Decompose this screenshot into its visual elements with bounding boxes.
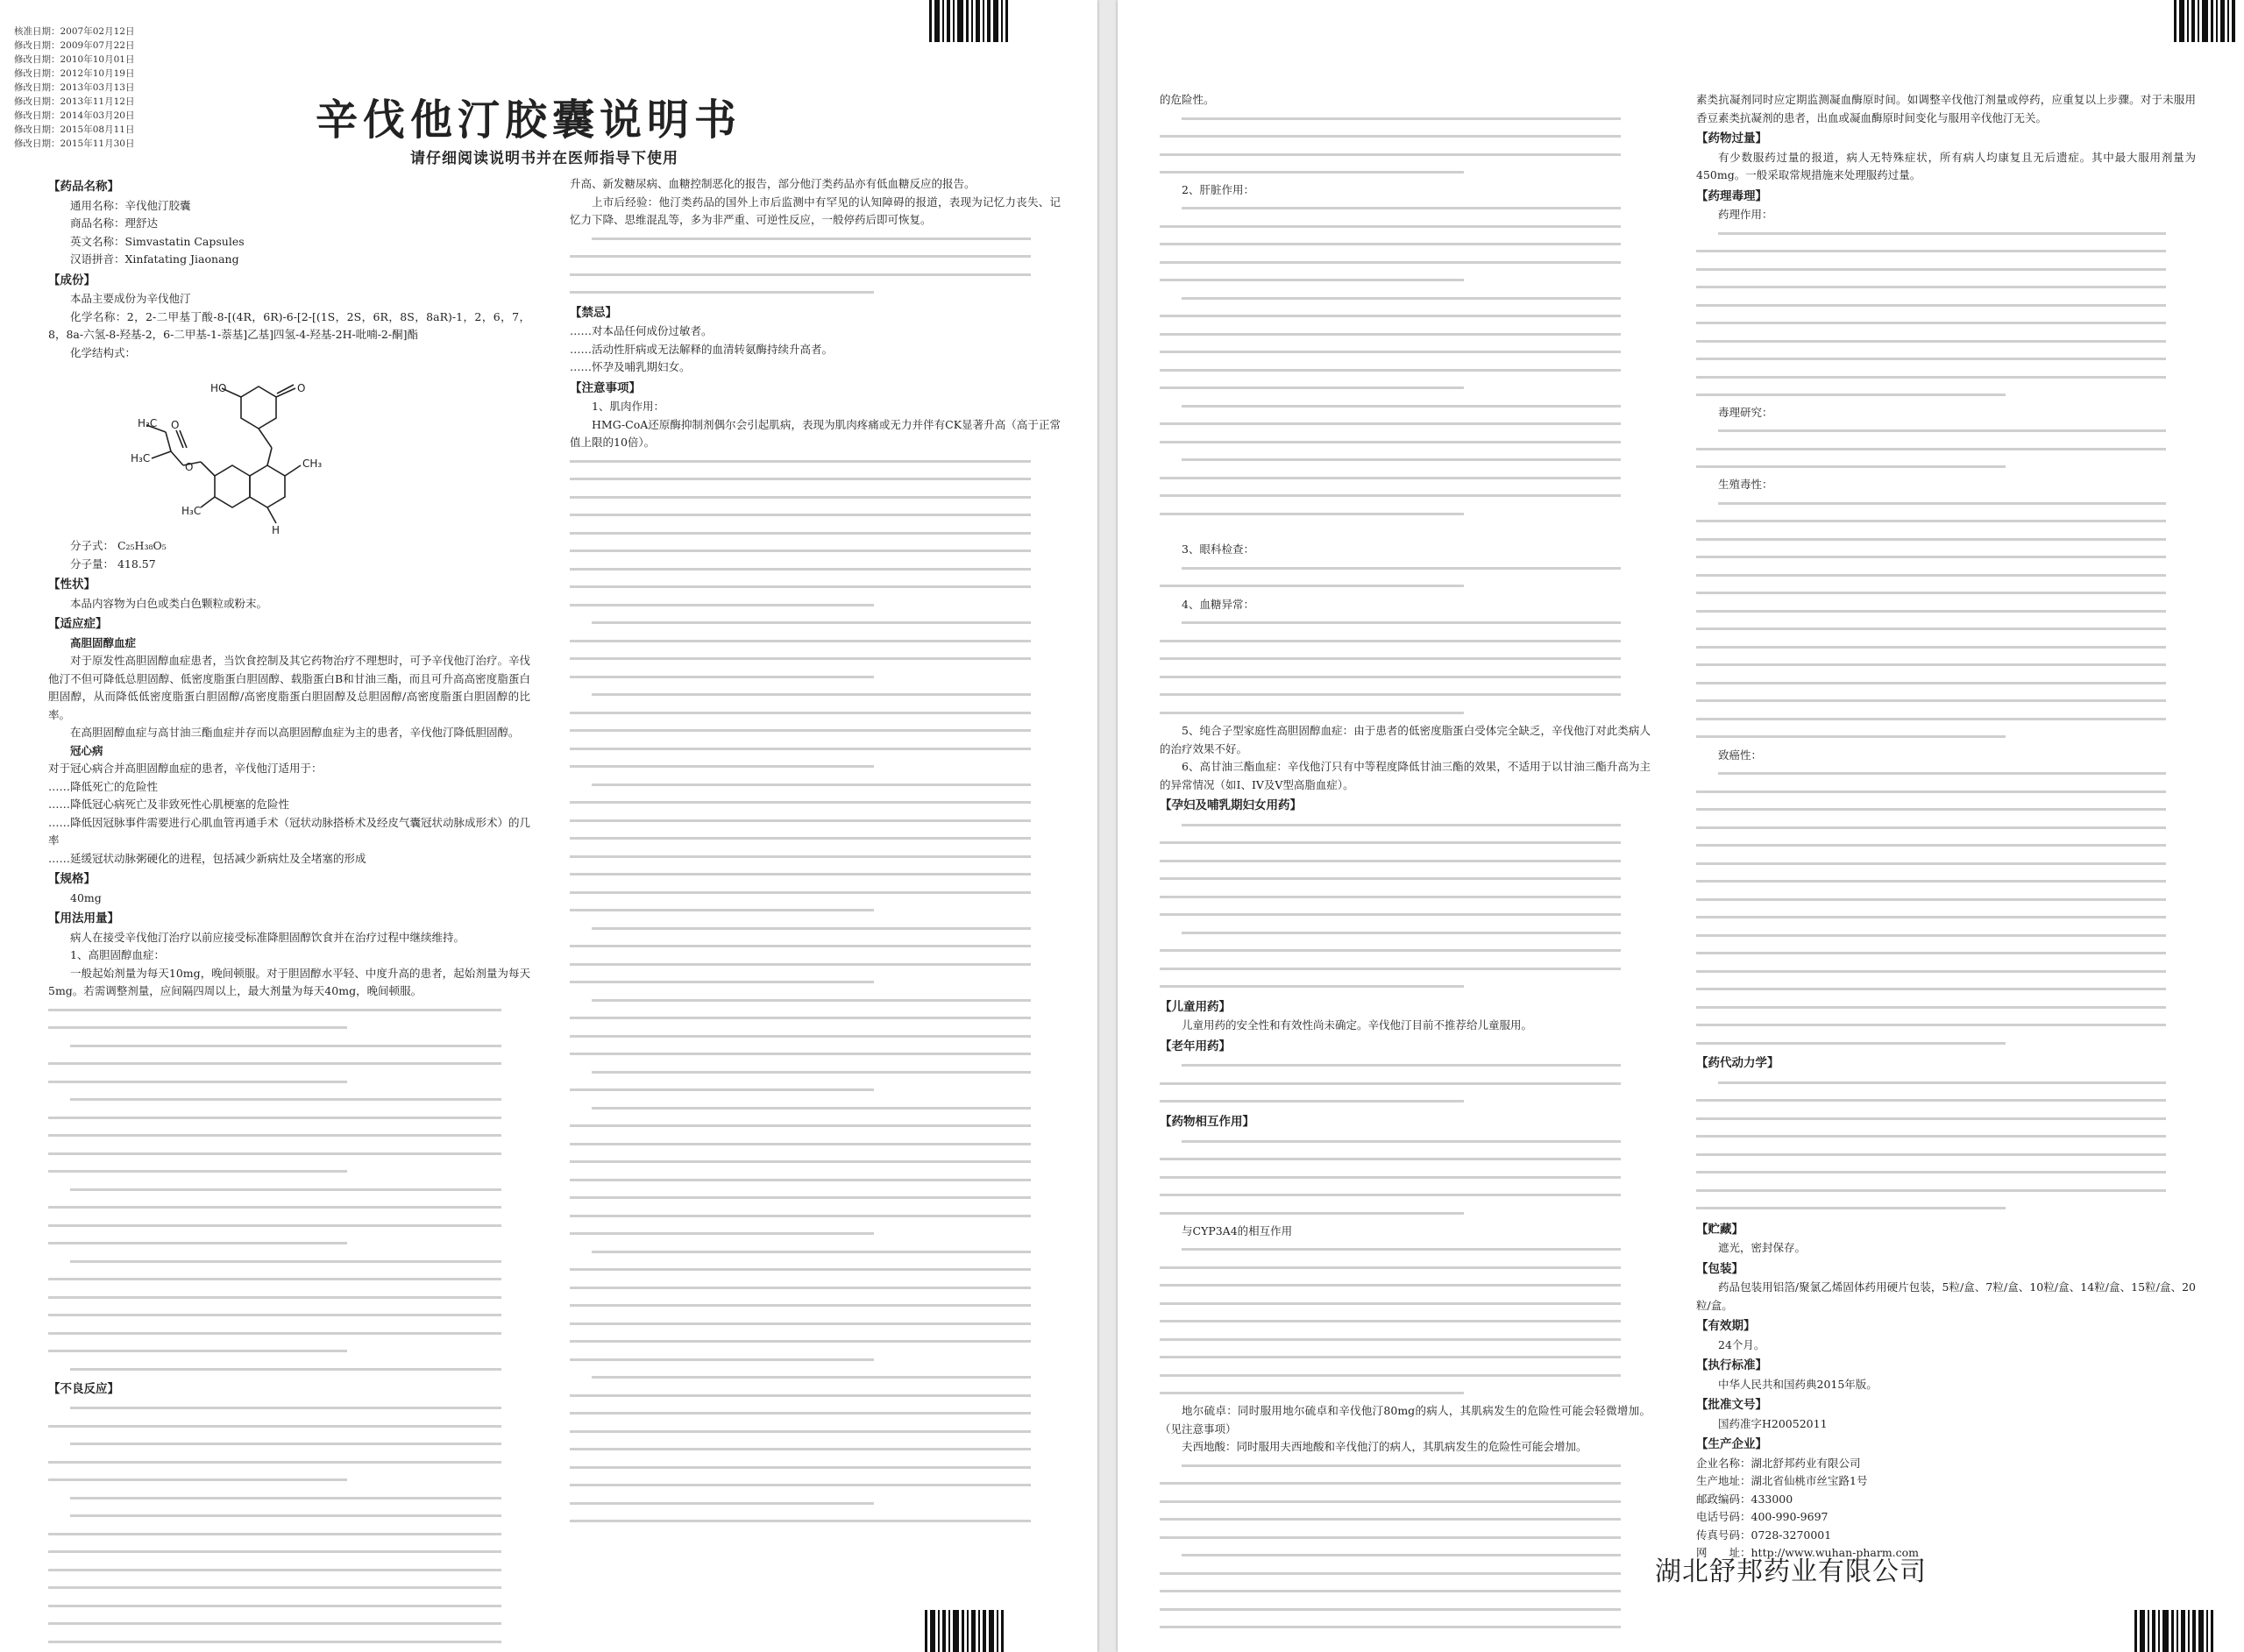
package-text: 药品包装用铝箔/聚氯乙烯固体药用硬片包装，5粒/盒、7粒/盒、10粒/盒、14粒/盒、15粒/盒、20粒/盒。 <box>1696 1280 2196 1312</box>
right-column-1 <box>1160 91 1651 1636</box>
manufacturer-name: 企业名称：湖北舒邦药业有限公司 <box>1696 1456 1861 1470</box>
precaution-paragraph: HMG-CoA还原酶抑制剂偶尔会引起肌病，表现为肌肉疼痛或无力并伴有CK显著升高（高于正常值上限的10倍）。 <box>570 417 1061 449</box>
pharmacology-action-text <box>1696 224 2196 404</box>
main-ingredient: 本品主要成份为辛伐他汀 <box>70 292 191 305</box>
pinyin-name: 汉语拼音：Xinfatating Jiaonang <box>70 252 239 266</box>
dosage-item-heading: 1、高胆固醇血症： <box>70 948 165 961</box>
dosage-intro: 病人在接受辛伐他汀治疗以前应接受标准降胆固醇饮食并在治疗过程中继续维持。 <box>70 930 465 944</box>
indication-subheading-chd: 冠心病 <box>70 743 103 757</box>
left-page <box>0 0 1097 1652</box>
molecular-formula: 分子式： C₂₅H₃₈O₅ <box>70 539 167 552</box>
revision-date: 修改日期：2014年03月20日 <box>14 110 135 121</box>
contraindication-item: ……对本品任何成份过敏者。 <box>570 324 713 337</box>
interaction-subheading-cyp3a4: 与CYP3A4的相互作用 <box>1182 1223 1293 1237</box>
section-heading-standard: 【执行标准】 <box>1696 1358 1767 1372</box>
lab-findings-text <box>570 230 1061 301</box>
section-heading-specification: 【规格】 <box>48 872 96 886</box>
revision-date: 修改日期：2013年11月12日 <box>14 96 135 107</box>
section-heading-pharmacology: 【药理毒理】 <box>1696 188 1767 203</box>
precaution-item-heading: 3、眼科检查： <box>1182 542 1254 556</box>
section-heading-geriatric: 【老年用药】 <box>1160 1039 1231 1053</box>
interaction-diltiazem: 地尔硫卓：同时服用地尔硫卓和辛伐他汀80mg的病人，其肌病发生的危险性可能会轻微增加。（见注意事项） <box>1160 1404 1651 1436</box>
grapefruit-coumarin-text <box>1160 1457 1651 1636</box>
validity-text: 24个月。 <box>1718 1337 1765 1351</box>
chemical-name: 化学名称：2，2-二甲基丁酸-8-[(4R，6R)-6-[2-[(1S，2S，6R，8S，8aR)-1，2，6，7，8，8a-六氢-8-羟基-2，6-二甲基-1-萘基]乙基]四氢-4-羟基-2H-吡喃-2-酮]酯 <box>48 309 530 341</box>
reproductive-toxicity-subheading: 生殖毒性： <box>1718 478 1773 491</box>
indication-subheading-hypercholesterolemia: 高胆固醇血症 <box>70 635 137 649</box>
revision-date: 修改日期：2015年11月30日 <box>14 138 135 149</box>
revision-date: 修改日期：2013年03月13日 <box>14 82 135 93</box>
barcode-top-left <box>929 0 1011 42</box>
column-continued-text: 升高、新发糖尿病、血糖控制恶化的报告，部分他汀类药品亦有低血糖反应的报告。 <box>570 177 976 190</box>
toxicology-subheading: 毒理研究： <box>1718 405 1773 419</box>
left-column-2 <box>570 175 1061 1539</box>
revision-date: 修改日期：2012年10月19日 <box>14 68 135 79</box>
section-heading-overdose: 【药物过量】 <box>1696 131 1767 145</box>
section-heading-contraindications: 【禁忌】 <box>570 305 617 320</box>
overdose-text: 有少数服药过量的报道，病人无特殊症状，所有病人均康复且无后遗症。其中最大服用剂量为450mg。一般采取常规措施来处理服药过量。 <box>1696 150 2196 181</box>
pregnancy-text <box>1160 816 1651 996</box>
trade-name: 商品名称：理舒达 <box>70 216 159 230</box>
section-heading-package: 【包装】 <box>1696 1261 1743 1276</box>
carcinogenicity-text <box>1696 764 2196 1052</box>
manufacturer-website: 网 址：http://www.wuhan-pharm.com <box>1696 1546 1920 1559</box>
approval-number: 国药准字H20052011 <box>1718 1416 1828 1430</box>
structure-label: 化学结构式： <box>70 345 137 359</box>
section-heading-validity: 【有效期】 <box>1696 1319 1756 1333</box>
generic-name: 通用名称：辛伐他汀胶囊 <box>70 198 191 212</box>
precaution-item-6: 6、高甘油三酯血症：辛伐他汀只有中等程度降低甘油三酯的效果，不适用于以甘油三酯升高为主的异常情况（如I、IV及V型高脂血症）。 <box>1160 760 1651 791</box>
revision-date: 修改日期：2015年08月11日 <box>14 124 135 135</box>
pharmacokinetics-text <box>1696 1074 2196 1218</box>
standard-text: 中华人民共和国药典2015年版。 <box>1718 1377 1878 1391</box>
carcinogenicity-subheading: 致癌性： <box>1718 748 1763 762</box>
section-heading-adverse: 【不良反应】 <box>48 1381 119 1396</box>
section-heading-drug-name: 【药品名称】 <box>48 180 119 194</box>
precaution-item-heading: 1、肌肉作用： <box>592 400 664 413</box>
glucose-abnormality-text <box>1160 613 1651 722</box>
geriatric-text <box>1160 1056 1651 1110</box>
document-subtitle: 请仔细阅读说明书并在医师指导下使用 <box>410 150 678 167</box>
postmarketing-text: 上市后经验：他汀类药品的国外上市后监测中有罕见的认知障碍的报道，表现为记忆力丧失、记忆力下降、思维混乱等，多为非严重、可逆性反应，一般停药后即可恢复。 <box>570 195 1061 226</box>
molecular-weight: 分子量： 418.57 <box>70 557 156 571</box>
chemical-structure-diagram <box>127 367 390 534</box>
section-heading-pregnancy: 【孕妇及哺乳期妇女用药】 <box>1160 798 1302 812</box>
section-heading-ingredients: 【成份】 <box>48 273 96 287</box>
svg-text:HO: HO <box>210 382 227 394</box>
pediatric-text: 儿童用药的安全性和有效性尚未确定。辛伐他汀目前不推荐给儿童服用。 <box>1182 1018 1533 1032</box>
adverse-reactions-text <box>48 1399 530 1652</box>
svg-text:H₃C: H₃C <box>131 452 151 464</box>
revision-dates <box>14 25 134 151</box>
svg-text:O: O <box>185 461 194 473</box>
indication-paragraph: 对于原发性高胆固醇血症患者，当饮食控制及其它药物治疗不理想时，可予辛伐他汀治疗。辛伐他汀不但可降低总胆固醇、低密度脂蛋白胆固醇、载脂蛋白B和甘油三酯，而且可升高高密度脂蛋白胆固醇，从而降低低密度脂蛋白胆固醇/高密度脂蛋白胆固醇及总胆固醇/高密度脂蛋白胆固醇的比率。 <box>48 654 531 721</box>
left-column-1 <box>48 175 530 1652</box>
precaution-item-heading: 4、血糖异常： <box>1182 597 1254 611</box>
indication-list-item: ……降低死亡的危险性 <box>48 779 159 793</box>
svg-text:O: O <box>171 419 180 431</box>
manufacturer-zip: 邮政编码：433000 <box>1696 1492 1793 1506</box>
indication-list-item: ……降低冠心病死亡及非致死性心肌梗塞的危险性 <box>48 798 290 811</box>
section-heading-indications: 【适应症】 <box>48 617 108 631</box>
section-heading-interactions: 【药物相互作用】 <box>1160 1115 1254 1129</box>
precaution-item-5: 5、纯合子型家庭性高胆固醇血症：由于患者的低密度脂蛋白受体完全缺乏，辛伐他汀对此类病人的治疗效果不好。 <box>1160 724 1651 755</box>
svg-text:H₃C: H₃C <box>181 505 202 517</box>
reproductive-toxicity-text <box>1696 494 2196 747</box>
revision-date: 修改日期：2009年07月22日 <box>14 40 135 51</box>
storage-text: 遮光，密封保存。 <box>1718 1241 1807 1254</box>
barcode-bottom-left <box>925 1610 1006 1652</box>
precautions-dosage-limit-text <box>1160 110 1651 181</box>
toxicology-text <box>1696 422 2196 476</box>
section-heading-properties: 【性状】 <box>48 578 96 592</box>
right-column-2 <box>1696 91 2196 1563</box>
dosage-item-text: 一般起始剂量为每天10mg，晚间顿服。对于胆固醇水平轻、中度升高的患者，起始剂量为每天5mg。若需调整剂量，应间隔四周以上，最大剂量为每天40mg，晚间顿服。 <box>48 966 530 997</box>
revision-date: 核准日期：2007年02月12日 <box>14 26 135 37</box>
interaction-fusidic-acid: 夫西地酸：同时服用夫西地酸和辛伐他汀的病人，其肌病发生的危险性可能会增加。 <box>1182 1440 1587 1453</box>
svg-text:H: H <box>272 524 280 534</box>
revision-date: 修改日期：2010年10月01日 <box>14 54 135 65</box>
precautions-continued-text <box>570 452 1061 1539</box>
contraindication-item: ……怀孕及哺乳期妇女。 <box>570 360 691 373</box>
section-heading-pharmacokinetics: 【药代动力学】 <box>1696 1056 1779 1070</box>
fibrates-interaction-text <box>1160 1132 1651 1223</box>
indication-paragraph: 对于冠心病合并高胆固醇血症的患者，辛伐他汀适用于： <box>48 762 323 775</box>
manufacturer-fax: 传真号码：0728-3270001 <box>1696 1528 1832 1542</box>
indication-list-item: ……降低因冠脉事件需要进行心肌血管再通手术（冠状动脉搭桥术及经皮气囊冠状动脉成形术）的几率 <box>48 815 531 847</box>
right-page <box>1118 0 2244 1652</box>
column-continued-text: 素类抗凝剂同时应定期监测凝血酶原时间。如调整辛伐他汀剂量或停药，应重复以上步骤。对于未服用香豆素类抗凝剂的患者，出血或凝血酶原时间变化与服用辛伐他汀无关。 <box>1696 93 2196 124</box>
section-heading-precautions: 【注意事项】 <box>570 380 641 395</box>
column-continued-text: 的危险性。 <box>1160 93 1215 106</box>
section-heading-dosage: 【用法用量】 <box>48 911 119 925</box>
eye-exam-text <box>1160 559 1651 596</box>
section-heading-pediatric: 【儿童用药】 <box>1160 999 1231 1014</box>
section-heading-approval: 【批准文号】 <box>1696 1398 1767 1412</box>
section-heading-storage: 【贮藏】 <box>1696 1222 1743 1237</box>
liver-effects-text <box>1160 199 1651 541</box>
specification-text: 40mg <box>70 890 102 904</box>
svg-text:CH₃: CH₃ <box>302 457 323 470</box>
manufacturer-address: 生产地址：湖北省仙桃市丝宝路1号 <box>1696 1474 1868 1487</box>
barcode-top-right <box>2174 0 2238 42</box>
english-name: 英文名称：Simvastatin Capsules <box>70 234 245 248</box>
pharmacology-subheading: 药理作用： <box>1718 208 1773 221</box>
contraindication-item: ……活动性肝病或无法解释的血清转氨酶持续升高者。 <box>570 342 834 356</box>
dosage-continued-text <box>48 1001 530 1378</box>
precaution-item-heading: 2、肝脏作用： <box>1182 182 1254 196</box>
indication-paragraph: 在高胆固醇血症与高甘油三酯血症并存而以高胆固醇血症为主的患者，辛伐他汀降低胆固醇。 <box>70 726 520 739</box>
manufacturer-phone: 电话号码：400-990-9697 <box>1696 1510 1829 1523</box>
document-title: 辛伐他汀胶囊说明书 <box>316 96 742 145</box>
company-name-footer: 湖北舒邦药业有限公司 <box>1655 1556 1927 1587</box>
svg-text:O: O <box>297 382 306 394</box>
properties-text: 本品内容物为白色或类白色颗粒或粉末。 <box>70 596 268 610</box>
svg-text:H₃C: H₃C <box>138 417 158 429</box>
section-heading-manufacturer: 【生产企业】 <box>1696 1437 1767 1451</box>
cyp3a4-interaction-text <box>1160 1240 1651 1402</box>
barcode-bottom-right <box>2134 1610 2216 1652</box>
indication-list-item: ……延缓冠状动脉粥硬化的进程，包括减少新病灶及全堵塞的形成 <box>48 851 366 865</box>
